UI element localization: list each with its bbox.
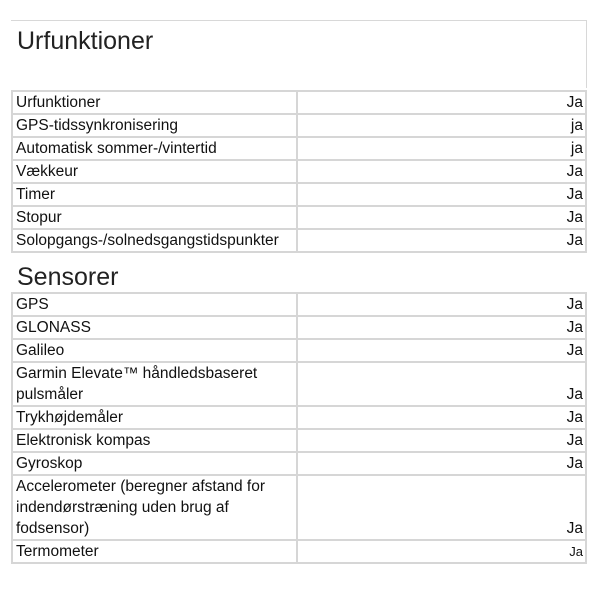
- row-value: Ja: [297, 206, 586, 229]
- row-value: Ja: [297, 160, 586, 183]
- table-row: [12, 540, 586, 563]
- table-row: [12, 429, 586, 452]
- row-label: Termometer: [12, 540, 297, 563]
- section-title-urfunktioner: Urfunktioner: [11, 20, 587, 88]
- urfunktioner-table: [11, 90, 587, 253]
- table-row: [12, 114, 586, 137]
- row-label: Automatisk sommer-/vintertid: [12, 137, 297, 160]
- row-label: Urfunktioner: [12, 91, 297, 114]
- row-value: Ja: [297, 316, 586, 339]
- row-value: Ja: [297, 452, 586, 475]
- row-value: Ja: [297, 406, 586, 429]
- section-title-sensorer: Sensorer: [17, 263, 119, 291]
- row-value: ja: [297, 114, 586, 137]
- row-value: Ja: [297, 293, 586, 316]
- row-value: ja: [297, 137, 586, 160]
- row-value: Ja: [297, 183, 586, 206]
- row-value: Ja: [297, 339, 586, 362]
- sensorer-table: [11, 292, 587, 564]
- table-row: [12, 293, 586, 316]
- row-value: Ja: [297, 540, 586, 563]
- row-value: Ja: [297, 429, 586, 452]
- row-value: Ja: [297, 91, 586, 114]
- table-row: [12, 475, 586, 540]
- row-label: Garmin Elevate™ håndledsbaseret pulsmåler: [12, 362, 297, 406]
- row-label: GPS: [12, 293, 297, 316]
- row-label: Elektronisk kompas: [12, 429, 297, 452]
- table-row: [12, 91, 586, 114]
- row-label: Accelerometer (beregner afstand for indendørstræning uden brug af fodsensor): [12, 475, 297, 540]
- row-value: Ja: [297, 229, 586, 252]
- row-label: Gyroskop: [12, 452, 297, 475]
- row-label: GPS-tidssynkronisering: [12, 114, 297, 137]
- row-label: Solopgangs-/solnedsgangstidspunkter: [12, 229, 297, 252]
- table-row: [12, 137, 586, 160]
- row-value: Ja: [297, 362, 586, 406]
- table-row: [12, 406, 586, 429]
- table-row: [12, 362, 586, 406]
- table-row: [12, 452, 586, 475]
- table-row: [12, 183, 586, 206]
- table-row: [12, 229, 586, 252]
- table-row: [12, 160, 586, 183]
- row-label: Timer: [12, 183, 297, 206]
- row-label: Trykhøjdemåler: [12, 406, 297, 429]
- table-row: [12, 339, 586, 362]
- table-row: [12, 206, 586, 229]
- table-row: [12, 316, 586, 339]
- row-value: Ja: [297, 475, 586, 540]
- row-label: Galileo: [12, 339, 297, 362]
- row-label: Stopur: [12, 206, 297, 229]
- row-label: Vækkeur: [12, 160, 297, 183]
- row-label: GLONASS: [12, 316, 297, 339]
